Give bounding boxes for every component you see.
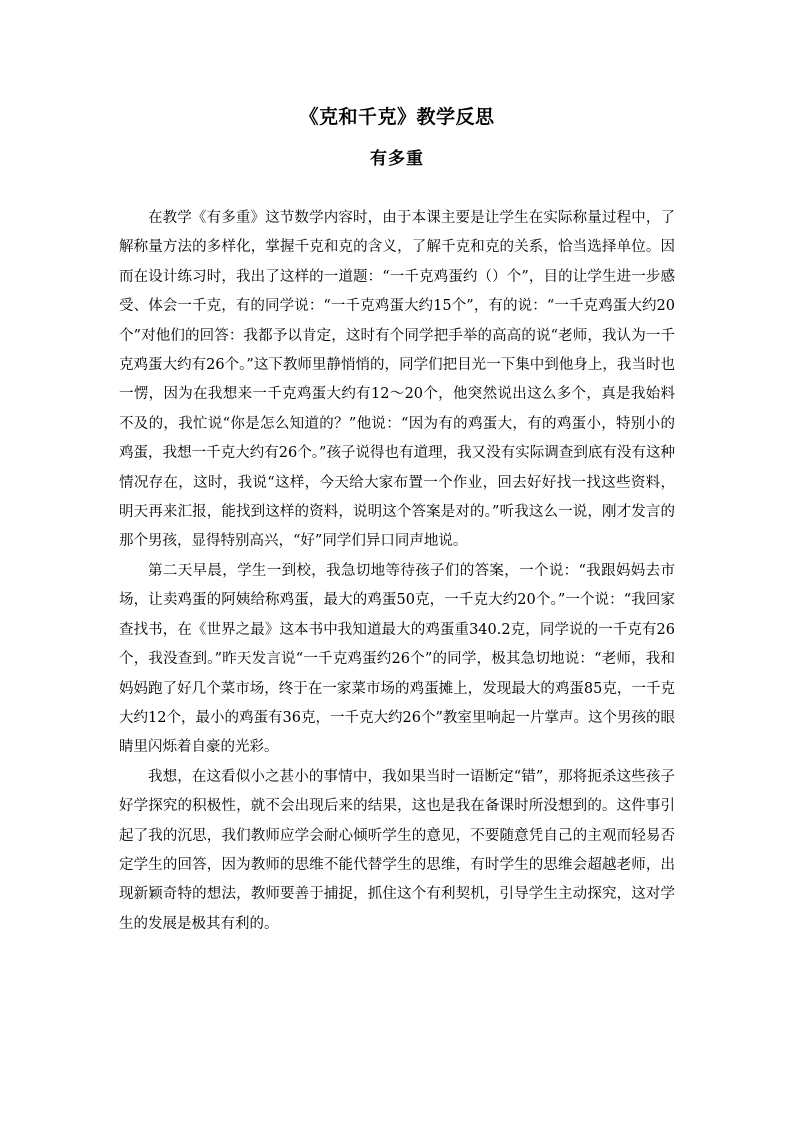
document-subtitle: 有多重 <box>370 149 424 169</box>
body-paragraph: 在教学《有多重》这节数学内容时，由于本课主要是让学生在实际称量过程中，了解称量方法的多样化，掌握千克和克的含义，了解千克和克的关系，恰当选择单位。因而在设计练习时，我出了这样的一道题：“一千克鸡蛋约（）个”，目的让学生进一步感受、体会一千克，有的同学说：“一千克鸡蛋大约15个”，有的说：“一千克鸡蛋大约20个”对他们的回答：我都予以肯定，这时有个同学把手举的高高的说“老师，我认为一千克鸡蛋大约有26个。”这下教师里静悄悄的，同学们把目光一下集中到他身上，我当时也一愣，因为在我想来一千克鸡蛋大约有12～20个，他突然说出这么多个，真是我始料不及的，我忙说“你是怎么知道的？”他说：“因为有的鸡蛋大，有的鸡蛋小，特别小的鸡蛋，我想一千克大约有26个。”孩子说得也有道理，我又没有实际调查到底有没有这种情况存在，这时，我说“这样，今天给大家布置一个作业，回去好好找一找这些资料，明天再来汇报，能找到这样的资料，说明这个答案是对的。”听我这么一说，刚才发言的那个男孩，显得特别高兴，“好”同学们异口同声地说。 <box>119 210 675 550</box>
body-paragraph: 我想，在这看似小之甚小的事情中，我如果当时一语断定“错”，那将扼杀这些孩子好学探究的积极性，就不会出现后来的结果，这也是我在备课时所没想到的。这件事引起了我的沉思，我们教师应学会耐心倾听学生的意见，不要随意凭自己的主观而轻易否定学生的回答，因为教师的思维不能代替学生的思维，有时学生的思维会超越老师，出现新颖奇特的想法，教师要善于捕捉，抓住这个有利契机，引导学生主动探究，这对学生的发展是极其有利的。 <box>119 768 675 932</box>
body-paragraph: 第二天早晨，学生一到校，我急切地等待孩子们的答案，一个说：“我跟妈妈去市场，让卖鸡蛋的阿姨给称鸡蛋，最大的鸡蛋50克，一千克大约20个。”一个说：“我回家查找书，在《世界之最》这本书中我知道最大的鸡蛋重340.2克，同学说的一千克有26个，我没查到。”昨天发言说“一千克鸡蛋约26个”的同学，极其急切地说：“老师，我和妈妈跑了好几个菜市场，终于在一家菜市场的鸡蛋摊上，发现最大的鸡蛋85克，一千克大约12个，最小的鸡蛋有36克，一千克大约26个”教室里响起一片掌声。这个男孩的眼睛里闪烁着自豪的光彩。 <box>119 562 675 756</box>
document-body <box>119 204 675 939</box>
document-title: 《克和千克》教学反思 <box>299 106 495 128</box>
